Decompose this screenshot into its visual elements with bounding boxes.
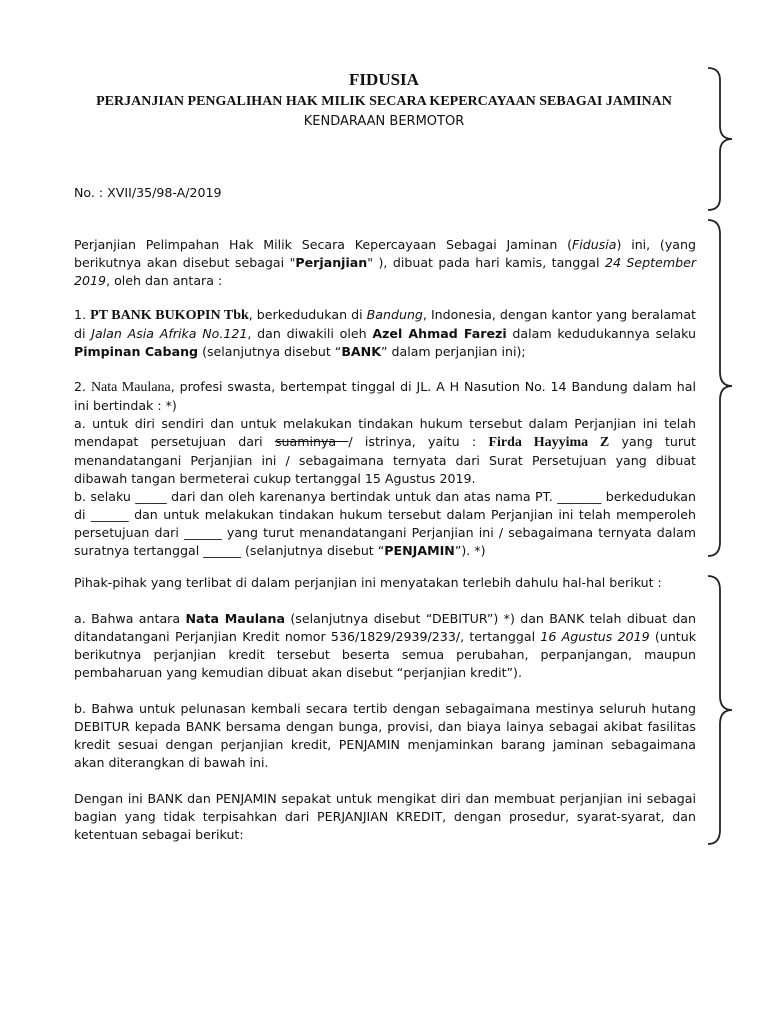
bank-term: BANK [341, 344, 381, 359]
brace-icon [706, 574, 736, 846]
intro-text: , oleh dan antara : [106, 273, 223, 288]
party-number: 2. [74, 379, 91, 394]
party-text: ” dalam perjanjian ini); [380, 344, 526, 359]
party-text: , berkedudukan di [248, 307, 367, 322]
option-a-text: a. untuk diri sendiri dan untuk melakukan tindakan hukum tersebut dalam Perjanjian ini telah mendapat persetujuan dari [74, 416, 696, 449]
spouse-name: Firda Hayyima Z [488, 435, 610, 450]
penjamin-term: PENJAMIN [384, 543, 455, 558]
party-text: , dan diwakili oleh [247, 326, 373, 341]
clause-text: (selanjutnya disebut “DEBITUR”) *) dan BANK telah dibuat dan ditandatangani Perjanjian Kredit nomor 536/1829/2939/233/, tertanggal [74, 611, 697, 644]
party-text: , profesi swasta, bertempat tinggal di JL. A H Nasution No. 14 Bandung dalam hal ini bertindak : *) [74, 379, 696, 413]
intro-paragraph [74, 236, 696, 290]
party-text: dalam kedudukannya selaku [506, 326, 696, 341]
brace-icon [706, 66, 736, 212]
representative-position: Pimpinan Cabang [74, 344, 199, 359]
party-text: (selanjutnya disebut “ [198, 344, 342, 359]
option-b-text: b. selaku _____ dari dan oleh karenanya bertindak untuk dan atas nama PT. _______ berkedudukan di ______ dan untuk melakukan tindakan hukum tersebut dalam Perjanjian ini telah memperoleh persetujuan dari ______ yang turut menandatangani Perjanjian ini / sebagaimana ternyata dalam suratnya tertanggal ______ (selanjutnya disebut “ [74, 489, 696, 558]
brace-icon [706, 218, 736, 558]
clause-text: a. Bahwa antara [74, 611, 186, 626]
clause-b: b. Bahwa untuk pelunasan kembali secara tertib dengan sebagaimana mestinya seluruh hutang DEBITUR kepada BANK bersama dengan bunga, provisi, dan biaya lainya sebagai akibat fasilitas kredit sesuai dengan perjanjian kredit, PENJAMIN menjaminkan barang jaminan sebagaimana akan diterangkan di bawah ini. [74, 701, 696, 770]
debtor-name: Nata Maulana [185, 611, 286, 626]
party-2-paragraph [74, 378, 696, 560]
intro-text: " ), dibuat pada hari kamis, tanggal [367, 255, 605, 270]
party-number: 1. [74, 307, 91, 322]
document-number: No. : XVII/35/98-A/2019 [74, 185, 222, 200]
option-a-text: / istrinya, yaitu : [348, 434, 489, 449]
debtor-name: Nata Maulana [90, 380, 171, 395]
document-subtitle-2: KENDARAAN BERMOTOR [303, 114, 465, 129]
clause-a [74, 610, 696, 682]
party-1-paragraph [74, 306, 696, 361]
bank-representative: Azel Ahmad Farezi [372, 326, 507, 341]
closing-paragraph: Dengan ini BANK dan PENJAMIN sepakat untuk mengikat diri dan membuat perjanjian ini sebagai bagian yang tidak terpisahkan dari PERJANJIAN KREDIT, dengan prosedur, syarat-syarat, dan ketentuan sebagai berikut: [74, 791, 696, 842]
pihak-statement: Pihak-pihak yang terlibat di dalam perjanjian ini menyatakan terlebih dahulu hal-hal berikut : [74, 575, 662, 590]
intro-text: ) ini, (yang berikutnya akan disebut sebagai " [74, 237, 696, 270]
bank-address: Jalan Asia Afrika No.121 [91, 326, 248, 341]
bank-name: PT BANK BUKOPIN Tbk [90, 308, 249, 323]
party-text: , Indonesia, dengan kantor yang beralamat di [74, 307, 696, 341]
option-a-text: yang turut menandatangani Perjanjian ini / sebagaimana ternyata dari Surat Persetujuan yang dibuat dibawah tangan bermeterai cukup tertanggal 15 Agustus 2019. [74, 434, 697, 486]
struck-text: suaminya [274, 434, 349, 449]
fidusia-term: Fidusia [572, 237, 617, 252]
intro-text: Perjanjian Pelimpahan Hak Milik Secara Kepercayaan Sebagai Jaminan ( [74, 237, 573, 252]
agreement-date: 24 September 2019 [74, 255, 697, 288]
option-b-text: ”). *) [454, 543, 486, 558]
document-subtitle: PERJANJIAN PENGALIHAN HAK MILIK SECARA KEPERCAYAAN SEBAGAI JAMINAN [96, 94, 672, 109]
bank-city: Bandung [366, 307, 423, 322]
clause-text: (untuk berikutnya perjanjian kredit tersebut beserta semua perubahan, perpanjangan, maupun pembaharuan yang kemudian dibuat akan disebut “perjanjian kredit”). [74, 629, 697, 680]
perjanjian-term: Perjanjian [295, 255, 368, 270]
document-title: FIDUSIA [349, 70, 419, 89]
credit-date: 16 Agustus 2019 [540, 629, 650, 644]
